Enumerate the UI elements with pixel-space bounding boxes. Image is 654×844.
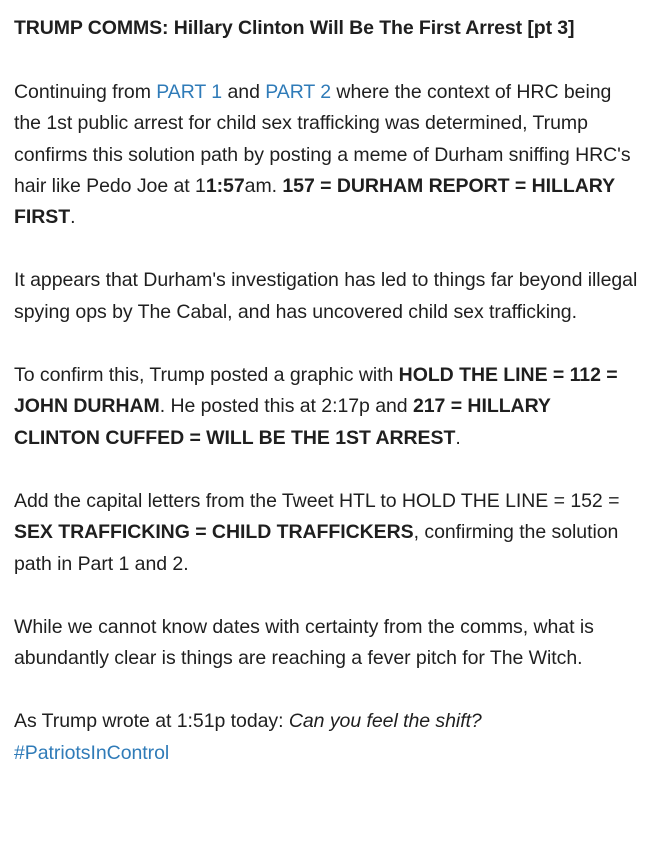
- quote-text: Can you feel the shift?: [288, 710, 482, 733]
- text: , confirming the solution path in Part 1 and 2.: [14, 521, 619, 575]
- text: where the context of HRC being the 1st public arrest for child sex trafficking was determined, Trump confirms this solution path by posting a meme of Durham sniffing HRC's hair like Pedo Joe at 1: [14, 81, 631, 197]
- paragraph-fever-pitch: While we cannot know dates with certainty from the comms, what is abundantly clear is things are reaching a fever pitch for The Witch.: [14, 615, 594, 670]
- hashtag-link[interactable]: #PatriotsInControl: [14, 741, 170, 764]
- bold-code: HOLD THE LINE = 112 = JOHN DURHAM: [14, 364, 618, 418]
- part-2-link[interactable]: PART 2: [265, 81, 332, 103]
- bold-code: 157 = DURHAM REPORT = HILLARY FIRST: [14, 174, 615, 229]
- text: . He posted this at 2:17p and: [159, 395, 413, 418]
- text: am.: [244, 174, 283, 197]
- text: .: [70, 206, 76, 229]
- bold-code: 217 = HILLARY CLINTON CUFFED = WILL BE THE 1ST ARREST: [14, 395, 551, 449]
- text: .: [455, 426, 461, 449]
- paragraph-investigation: It appears that Durham's investigation has led to things far beyond illegal spying ops by The Cabal, and has uncovered child sex trafficking.: [14, 269, 638, 323]
- text: Add the capital letters from the Tweet HTL to HOLD THE LINE = 152 =: [14, 489, 620, 512]
- text: As Trump wrote at 1:51p today:: [14, 710, 289, 733]
- paragraph-capital-letters: [14, 486, 640, 580]
- text: and: [222, 81, 266, 103]
- post-title: TRUMP COMMS: Hillary Clinton Will Be The First Arrest [pt 3]: [14, 17, 575, 39]
- paragraph-intro: [14, 77, 640, 233]
- bold-time: 1:57: [205, 174, 245, 197]
- bold-code: SEX TRAFFICKING = CHILD TRAFFICKERS: [14, 521, 414, 544]
- paragraph-closing: [14, 706, 640, 769]
- text: To confirm this, Trump posted a graphic with: [14, 364, 399, 387]
- text: Continuing from: [14, 81, 157, 103]
- part-1-link[interactable]: PART 1: [156, 81, 223, 103]
- paragraph-confirm: [14, 360, 640, 454]
